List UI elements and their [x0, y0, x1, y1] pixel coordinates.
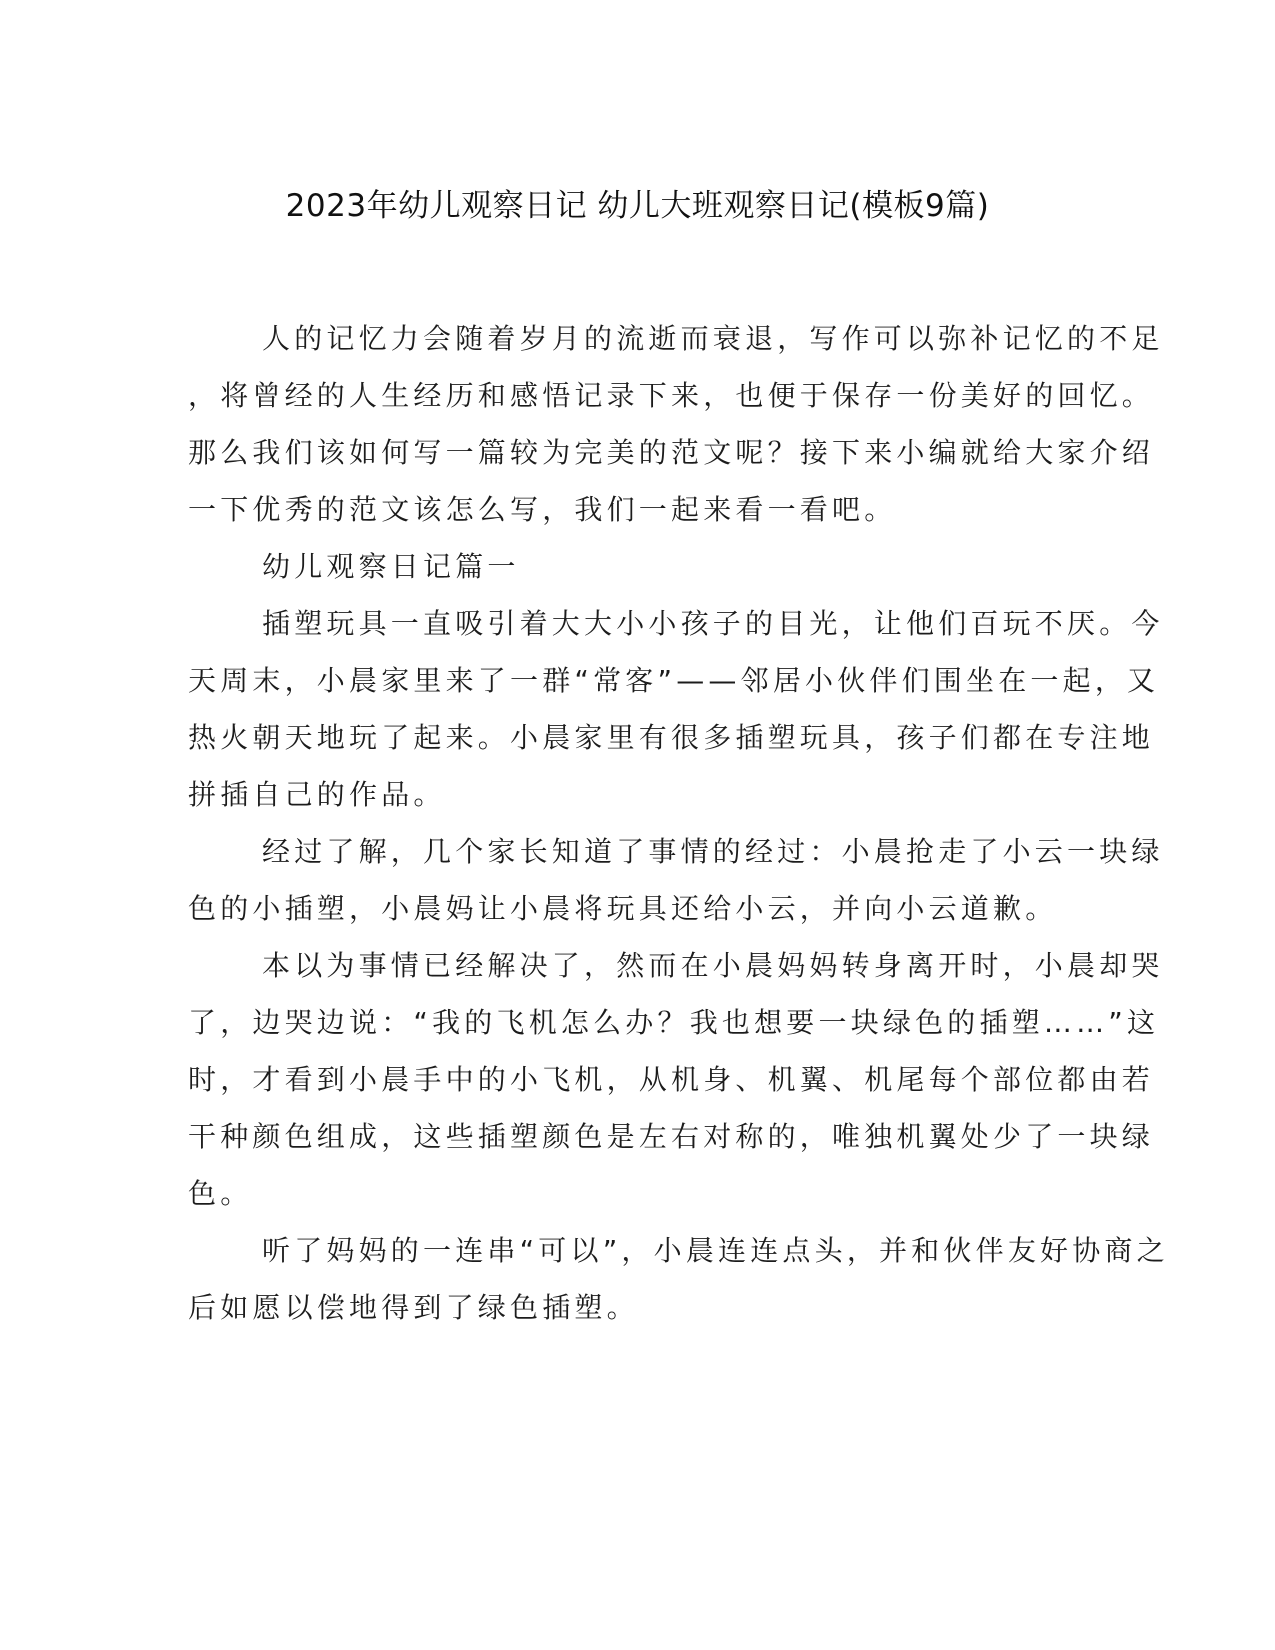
paragraph-line: 本以为事情已经解决了，然而在小晨妈妈转身离开时，小晨却哭 — [262, 949, 1164, 982]
paragraph-line: 天周末，小晨家里来了一群“常客”——邻居小伙伴们围坐在一起，又 — [188, 664, 1160, 697]
paragraph-line: 干种颜色组成，这些插塑颜色是左右对称的，唯独机翼处少了一块绿 — [188, 1120, 1155, 1153]
document-title: 2023年幼儿观察日记 幼儿大班观察日记(模板9篇) — [285, 188, 990, 224]
paragraph-line: 拼插自己的作品。 — [188, 778, 446, 811]
paragraph-line: 听了妈妈的一连串“可以”，小晨连连点头，并和伙伴友好协商之 — [262, 1234, 1169, 1267]
paragraph-line: 插塑玩具一直吸引着大大小小孩子的目光，让他们百玩不厌。今 — [262, 607, 1164, 640]
intro-line: 人的记忆力会随着岁月的流逝而衰退，写作可以弥补记忆的不足 — [262, 322, 1164, 355]
intro-line: ，将曾经的人生经历和感悟记录下来，也便于保存一份美好的回忆。 — [188, 379, 1155, 412]
intro-line: 一下优秀的范文该怎么写，我们一起来看一看吧。 — [188, 493, 897, 526]
paragraph-line: 色的小插塑，小晨妈让小晨将玩具还给小云，并向小云道歉。 — [188, 892, 1058, 925]
paragraph-line: 后如愿以偿地得到了绿色插塑。 — [188, 1291, 639, 1324]
intro-line: 那么我们该如何写一篇较为完美的范文呢？接下来小编就给大家介绍 — [188, 436, 1155, 469]
paragraph-line: 时，才看到小晨手中的小飞机，从机身、机翼、机尾每个部位都由若 — [188, 1063, 1155, 1096]
paragraph-line: 经过了解，几个家长知道了事情的经过：小晨抢走了小云一块绿 — [262, 835, 1164, 868]
paragraph-line: 色。 — [188, 1177, 253, 1210]
paragraph-line: 热火朝天地玩了起来。小晨家里有很多插塑玩具，孩子们都在专注地 — [188, 721, 1155, 754]
paragraph-line: 了，边哭边说：“我的飞机怎么办？我也想要一块绿色的插塑……”这 — [188, 1006, 1160, 1039]
section-heading: 幼儿观察日记篇一 — [262, 550, 520, 583]
